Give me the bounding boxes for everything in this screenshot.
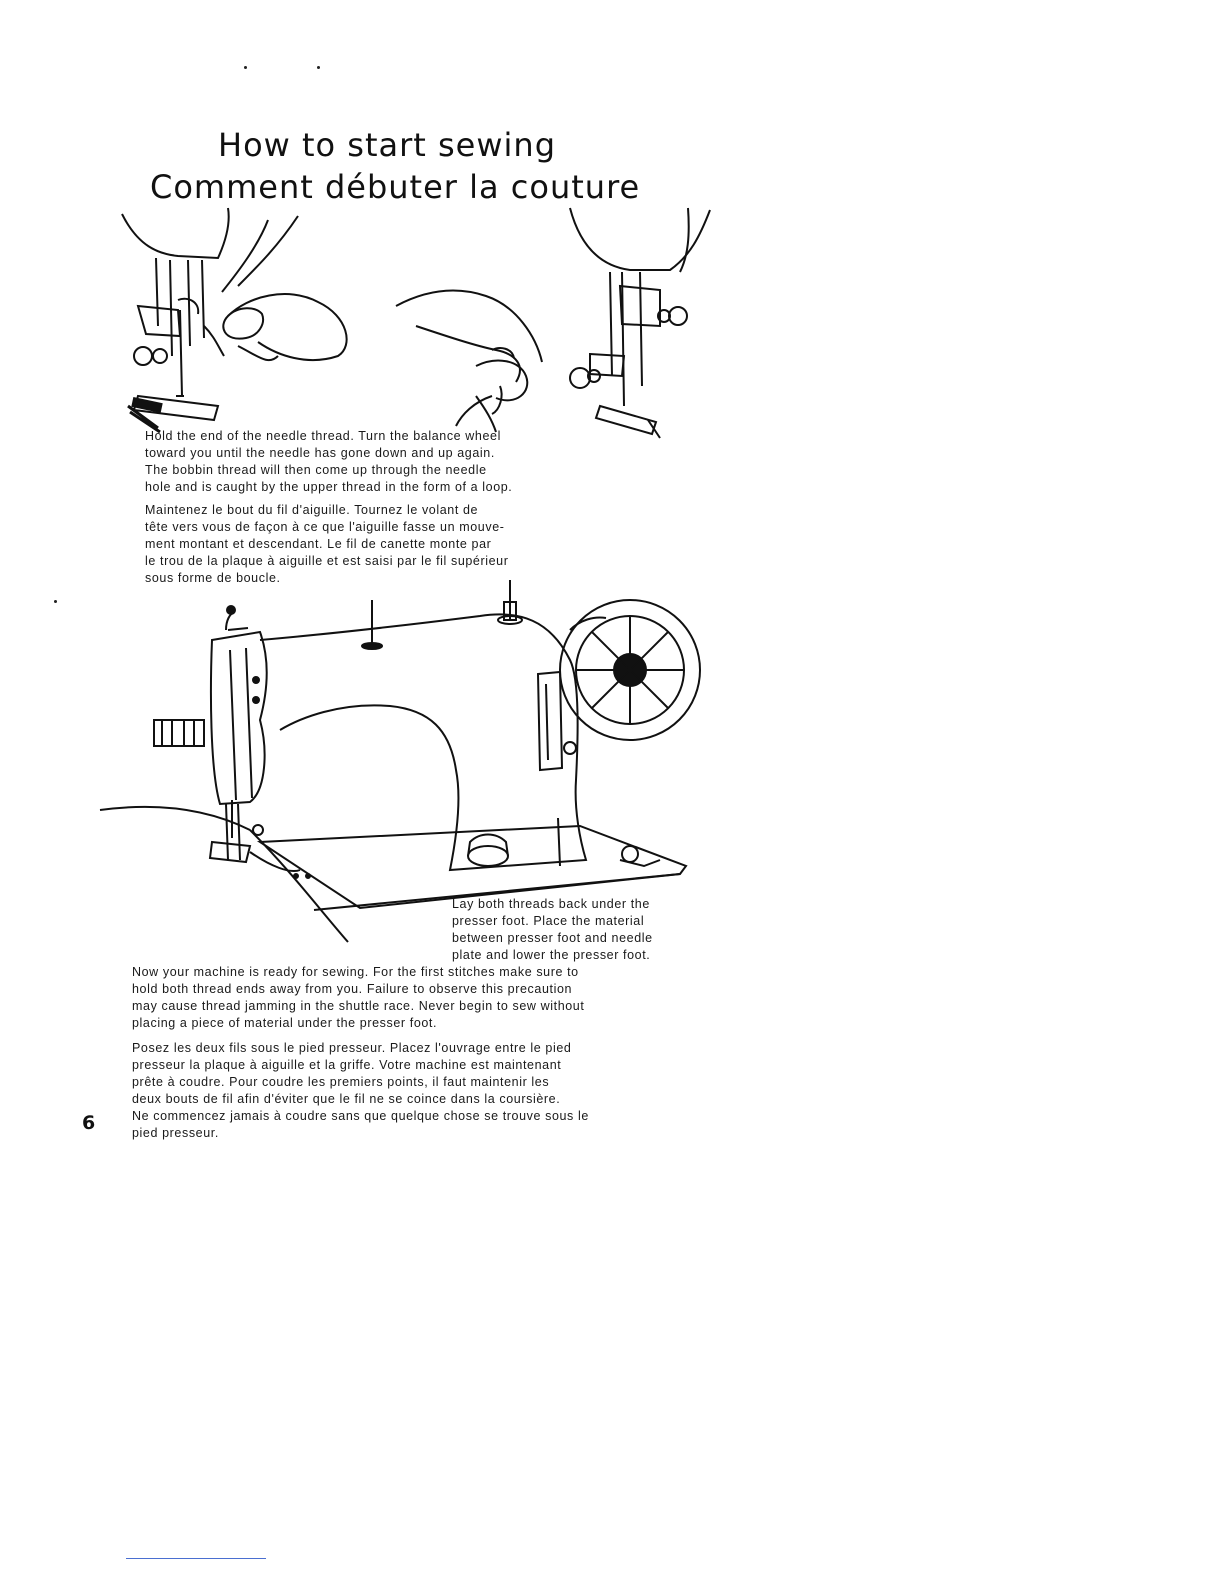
text-line: Ne commencez jamais à coudre sans que quelque chose se trouve sous le (132, 1109, 589, 1123)
text-line: may cause thread jamming in the shuttle race. Never begin to sew without (132, 999, 585, 1013)
text-line: hole and is caught by the upper thread in the form of a loop. (145, 480, 513, 494)
step3-english-text (132, 964, 584, 1032)
speck (54, 600, 57, 603)
text-line: deux bouts de fil afin d'éviter que le fil ne se coince dans la coursière. (132, 1092, 561, 1106)
page-title-french: Comment débuter la couture (150, 168, 641, 206)
text-line: between presser foot and needle (452, 931, 653, 945)
text-line: The bobbin thread will then come up through the needle (145, 463, 487, 477)
text-line: placing a piece of material under the presser foot. (132, 1016, 438, 1030)
bobbin-loop-illustration (396, 286, 546, 432)
text-line: le trou de la plaque à aiguille et est saisi par le fil supérieur (145, 554, 509, 568)
step3-french-text (132, 1040, 589, 1142)
text-line: pied presseur. (132, 1126, 219, 1140)
speck (317, 66, 320, 69)
text-line: toward you until the needle has gone down and up again. (145, 446, 495, 460)
needle-foot-illustration (560, 206, 716, 444)
text-line: Hold the end of the needle thread. Turn the balance wheel (145, 429, 501, 443)
page-number: 6 (82, 1112, 96, 1134)
step2-english-text (452, 896, 653, 964)
text-line: Posez les deux fils sous le pied presseur. Placez l'ouvrage entre le pied (132, 1041, 572, 1055)
footer-rule (126, 1558, 266, 1559)
text-line: Lay both threads back under the (452, 897, 650, 911)
text-line: Maintenez le bout du fil d'aiguille. Tournez le volant de (145, 503, 479, 517)
needle-thread-hold-illustration (118, 206, 358, 438)
step1-english-text (145, 428, 512, 496)
text-line: ment montant et descendant. Le fil de canette monte par (145, 537, 492, 551)
text-line: presseur la plaque à aiguille et la griffe. Votre machine est maintenant (132, 1058, 562, 1072)
page-title-english: How to start sewing (218, 126, 556, 164)
speck (244, 66, 247, 69)
text-line: presser foot. Place the material (452, 914, 645, 928)
text-line: tête vers vous de façon à ce que l'aiguille fasse un mouve- (145, 520, 505, 534)
text-line: sous forme de boucle. (145, 571, 281, 585)
text-line: plate and lower the presser foot. (452, 948, 651, 962)
text-line: prête à coudre. Pour coudre les premiers points, il faut maintenir les (132, 1075, 550, 1089)
text-line: Now your machine is ready for sewing. For the first stitches make sure to (132, 965, 579, 979)
text-line: hold both thread ends away from you. Failure to observe this precaution (132, 982, 573, 996)
